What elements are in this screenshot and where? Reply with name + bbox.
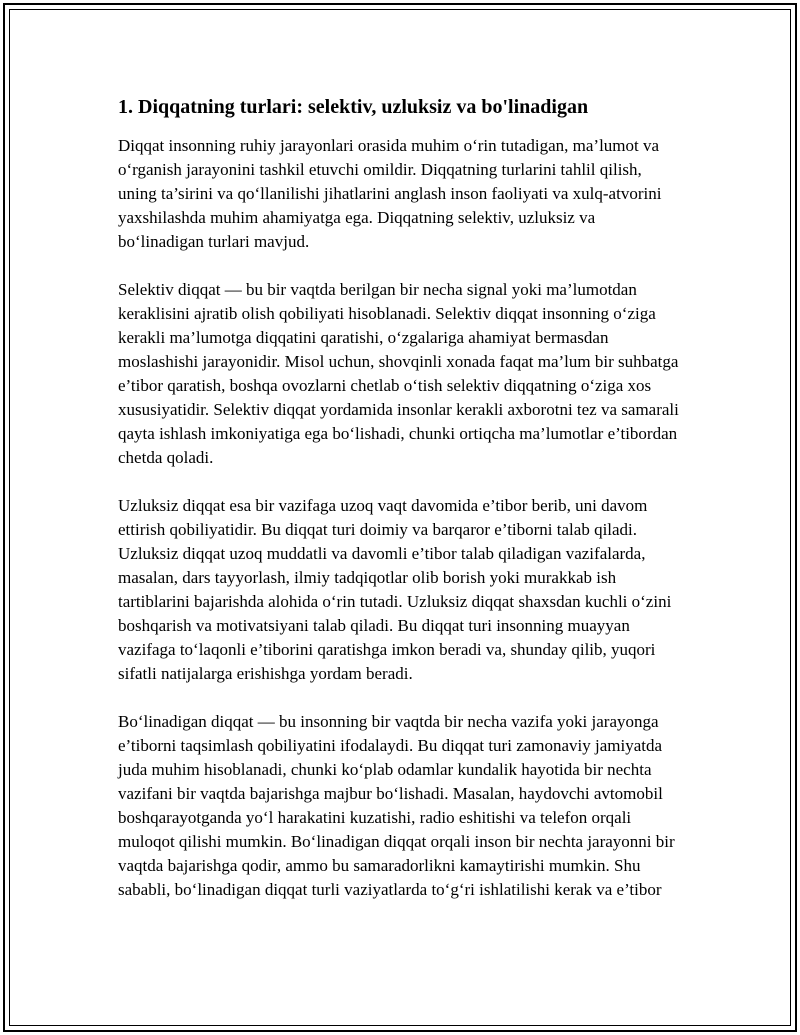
- section-heading: 1. Diqqatning turlari: selektiv, uzluksiz va bo'linadigan: [118, 96, 589, 118]
- paragraph-sustained-attention: Uzluksiz diqqat esa bir vazifaga uzoq vaqt davomida e’tibor berib, uni davom ettirish qobiliyatidir. Bu diqqat turi doimiy va barqaror e’tiborni talab qiladi. Uzluksiz diqqat uzoq muddatli va davomli e’tibor talab qiladigan vazifalarda, masalan, dars tayyorlash, ilmiy tadqiqotlar olib borish yoki murakkab ish tartiblarini bajarishda alohida o‘rin tutadi. Uzluksiz diqqat shaxsdan kuchli o‘zini boshqarish va motivatsiyani talab qiladi. Bu diqqat turi insonning muayyan vazifaga to‘laqonli e’tiborini qaratishga imkon beradi va, shunday qilib, yuqori sifatli natijalarga erishishga yordam beradi.: [118, 496, 672, 683]
- paragraph-selective-attention: Selektiv diqqat — bu bir vaqtda berilgan bir necha signal yoki ma’lumotdan keraklisini ajratib olish qobiliyati hisoblanadi. Selektiv diqqat insonning o‘ziga kerakli ma’lumotga diqqatini qaratishi, o‘zgalariga ahamiyat bermasdan moslashishi jarayonidir. Misol uchun, shovqinli xonada faqat ma’lum bir suhbatga e’tibor qaratish, boshqa ovozlarni chetlab o‘tish selektiv diqqatning o‘ziga xos xususiyatidir. Selektiv diqqat yordamida insonlar kerakli axborotni tez va samarali qayta ishlash imkoniyatiga ega bo‘lishadi, chunki ortiqcha ma’lumotlar e’tibordan chetda qoladi.: [118, 280, 679, 467]
- paragraph-divided-attention: Bo‘linadigan diqqat — bu insonning bir vaqtda bir necha vazifa yoki jarayonga e’tiborni taqsimlash qobiliyatini ifodalaydi. Bu diqqat turi zamonaviy jamiyatda juda muhim hisoblanadi, chunki ko‘plab odamlar kundalik hayotida bir nechta vazifani bir vaqtda bajarishga majbur bo‘lishadi. Masalan, haydovchi avtomobil boshqarayotganda yo‘l harakatini kuzatishi, radio eshitishi va telefon orqali muloqot qilishi mumkin. Bo‘linadigan diqqat orqali inson bir nechta jarayonni bir vaqtda bajarishga qodir, ammo bu samaradorlikni kamaytirishi mumkin. Shu sababli, bo‘linadigan diqqat turli vaziyatlarda to‘g‘ri ishlatilishi kerak va e’tibor: [118, 712, 675, 899]
- paragraph-intro: Diqqat insonning ruhiy jarayonlari orasida muhim o‘rin tutadigan, ma’lumot va o‘rganish jarayonini tashkil etuvchi omildir. Diqqatning turlarini tahlil qilish, uning ta’sirini va qo‘llanilishi jihatlarini anglash inson faoliyati va xulq-atvorini yaxshilashda muhim ahamiyatga ega. Diqqatning selektiv, uzluksiz va bo‘linadigan turlari mavjud.: [118, 136, 662, 251]
- document-body: [118, 94, 684, 926]
